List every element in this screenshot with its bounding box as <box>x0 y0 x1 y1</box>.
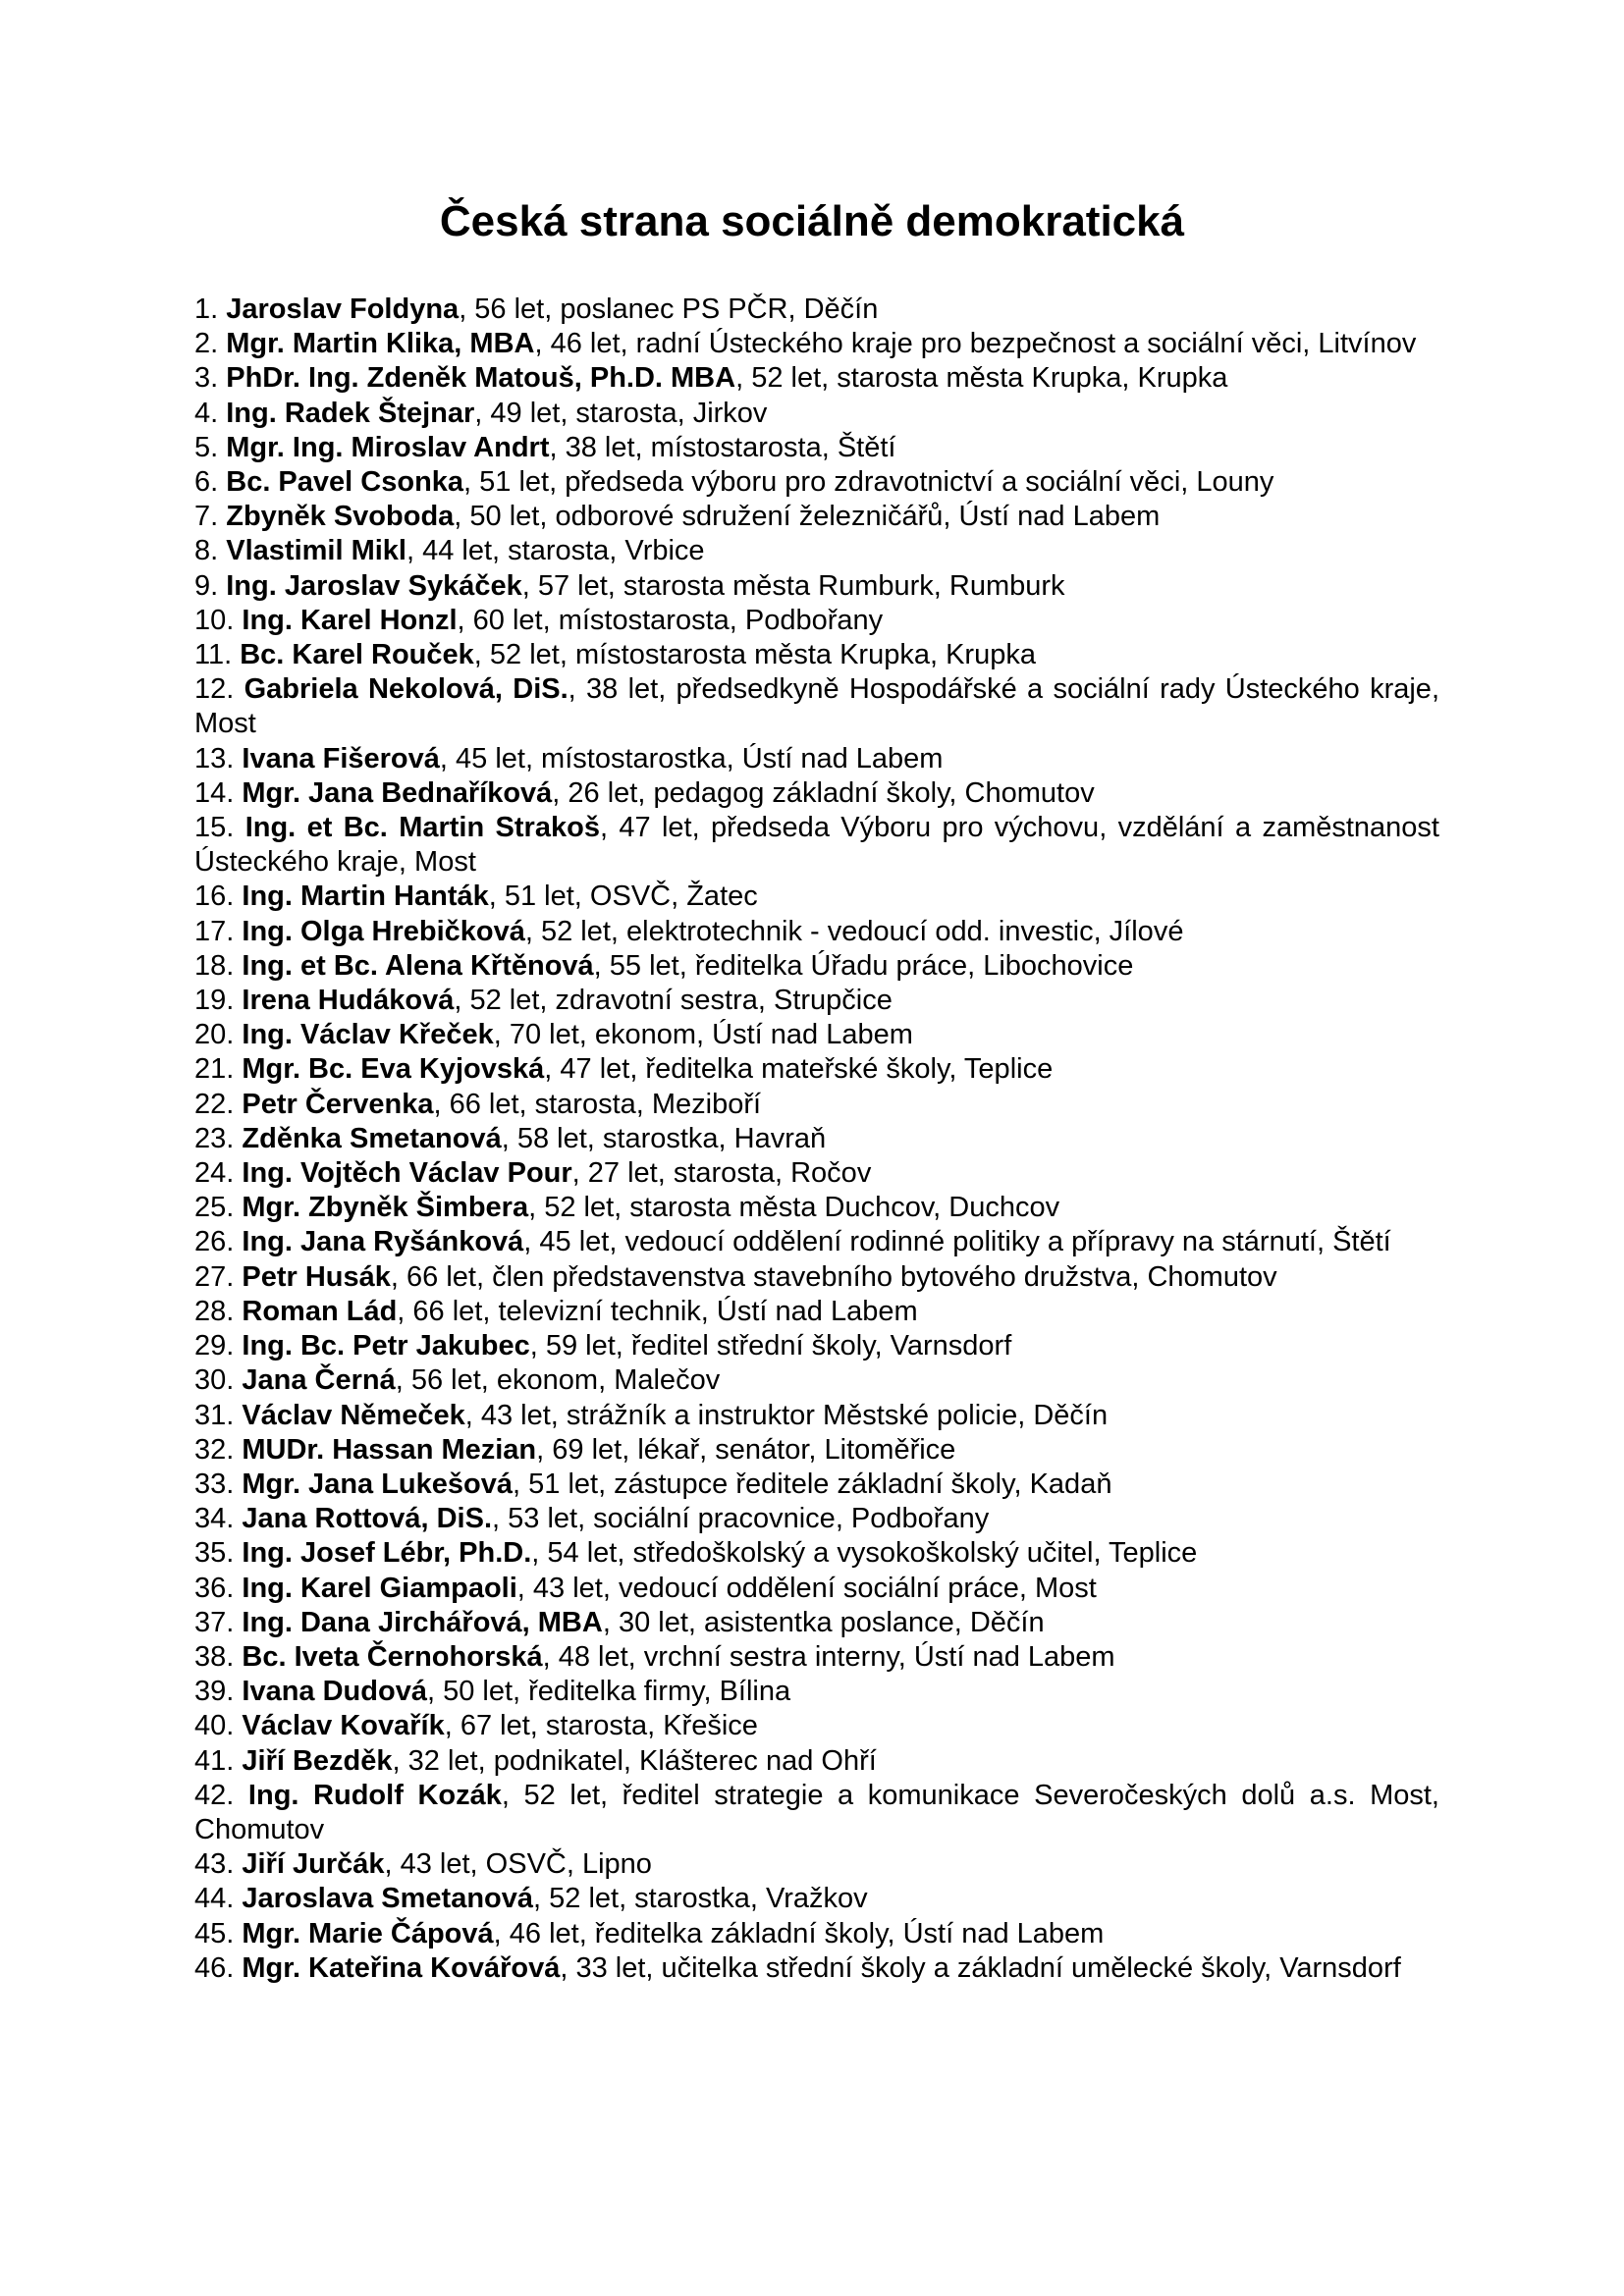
list-item <box>194 1122 1439 1156</box>
candidate-name: Ing. et Bc. Alena Křtěnová <box>242 949 594 982</box>
candidate-details: , 52 let, elektrotechnik - vedoucí odd. investic, Jílové <box>524 915 1184 947</box>
list-item <box>194 1088 1439 1122</box>
candidate-details: , 47 let, ředitelka mateřské školy, Teplice <box>544 1053 1054 1086</box>
candidate-details: , 52 let, starosta města Krupka, Krupka <box>735 362 1228 395</box>
candidate-details: , 43 let, vedoucí oddělení sociální práce, Most <box>516 1572 1097 1604</box>
candidate-name: Ing. Vojtěch Václav Pour <box>242 1157 572 1190</box>
candidate-number: 7. <box>194 501 219 533</box>
candidate-details: , 51 let, zástupce ředitele základní školy, Kadaň <box>513 1468 1112 1500</box>
candidate-details: , 52 let, starosta města Duchcov, Duchcov <box>528 1192 1060 1224</box>
candidate-name: Ing. Josef Lébr, Ph.D. <box>242 1537 532 1570</box>
list-item <box>194 1295 1439 1329</box>
candidate-list <box>194 293 1439 1986</box>
candidate-name: Ing. et Bc. Martin Strakoš <box>244 812 600 844</box>
candidate-number: 3. <box>194 362 219 395</box>
candidate-name: Vlastimil Mikl <box>226 535 406 567</box>
candidate-number: 6. <box>194 466 219 499</box>
candidate-details: , 52 let, starostka, Vražkov <box>533 1883 868 1915</box>
candidate-number: 11. <box>194 639 233 671</box>
candidate-name: Ivana Dudová <box>242 1676 427 1708</box>
candidate-details: , 48 let, vrchní sestra interny, Ústí nad Labem <box>542 1640 1115 1673</box>
candidate-name: Jiří Jurčák <box>242 1848 385 1881</box>
list-item <box>194 361 1439 396</box>
candidate-number: 22. <box>194 1088 235 1120</box>
candidate-number: 40. <box>194 1710 235 1742</box>
candidate-number: 21. <box>194 1053 235 1086</box>
candidate-details: , 54 let, středoškolský a vysokoškolský učitel, Teplice <box>531 1537 1198 1570</box>
candidate-details: , 52 let, ředitel strategie a komunikace Severočeských dolů a.s. Most, Chomutov <box>194 1779 1439 1845</box>
candidate-details: , 60 let, místostarosta, Podbořany <box>457 604 884 636</box>
candidate-number: 32. <box>194 1433 235 1466</box>
candidate-details: , 50 let, odborové sdružení železničářů, Ústí nad Labem <box>454 501 1161 533</box>
list-item <box>194 1675 1439 1709</box>
candidate-details: , 50 let, ředitelka firmy, Bílina <box>426 1676 791 1708</box>
candidate-number: 34. <box>194 1503 235 1535</box>
candidate-name: Roman Lád <box>242 1295 398 1327</box>
list-item <box>194 1744 1439 1779</box>
candidate-number: 15. <box>194 812 235 844</box>
candidate-name: Mgr. Martin Klika, MBA <box>226 328 535 360</box>
list-item <box>194 1536 1439 1571</box>
candidate-details: , 55 let, ředitelka Úřadu práce, Libochovice <box>593 949 1134 982</box>
candidate-name: Ing. Karel Honzl <box>242 604 458 636</box>
list-item <box>194 431 1439 465</box>
list-item <box>194 1502 1439 1536</box>
candidate-name: Ing. Jaroslav Sykáček <box>226 569 522 602</box>
candidate-number: 20. <box>194 1019 235 1051</box>
list-item <box>194 1882 1439 1916</box>
candidate-details: , 57 let, starosta města Rumburk, Rumburk <box>521 569 1065 602</box>
candidate-number: 36. <box>194 1572 235 1604</box>
candidate-details: , 58 let, starostka, Havraň <box>501 1122 827 1154</box>
candidate-number: 4. <box>194 397 219 429</box>
candidate-name: Zděnka Smetanová <box>242 1122 502 1154</box>
list-item <box>194 1572 1439 1606</box>
candidate-details: , 70 let, ekonom, Ústí nad Labem <box>493 1019 913 1051</box>
candidate-details: , 26 let, pedagog základní školy, Chomutov <box>552 776 1095 809</box>
candidate-number: 38. <box>194 1640 235 1673</box>
candidate-number: 35. <box>194 1537 235 1570</box>
candidate-number: 14. <box>194 776 235 809</box>
list-item <box>194 1399 1439 1433</box>
candidate-name: Mgr. Jana Bednaříková <box>242 776 553 809</box>
candidate-number: 46. <box>194 1951 235 1984</box>
list-item <box>194 1951 1439 1986</box>
candidate-name: Ing. Bc. Petr Jakubec <box>242 1330 530 1362</box>
list-item <box>194 604 1439 638</box>
candidate-number: 27. <box>194 1260 235 1293</box>
list-item <box>194 534 1439 568</box>
candidate-details: , 56 let, poslanec PS PČR, Děčín <box>459 294 879 325</box>
list-item <box>194 1329 1439 1363</box>
candidate-details: , 69 let, lékař, senátor, Litoměřice <box>536 1433 956 1466</box>
candidate-details: , 44 let, starosta, Vrbice <box>406 535 705 567</box>
candidate-details: , 32 let, podnikatel, Klášterec nad Ohří <box>392 1744 877 1777</box>
candidate-number: 25. <box>194 1192 235 1224</box>
candidate-number: 10. <box>194 604 235 636</box>
list-item <box>194 915 1439 949</box>
candidate-name: Bc. Pavel Csonka <box>226 466 464 499</box>
candidate-name: Zbyněk Svoboda <box>226 501 455 533</box>
candidate-name: Jana Rottová, DiS. <box>242 1503 493 1535</box>
candidate-number: 45. <box>194 1917 235 1949</box>
candidate-number: 24. <box>194 1157 235 1190</box>
candidate-details: , 59 let, ředitel střední školy, Varnsdorf <box>529 1330 1012 1362</box>
candidate-details: , 33 let, učitelka střední školy a základní umělecké školy, Varnsdorf <box>560 1951 1401 1984</box>
list-item <box>194 327 1439 361</box>
list-item <box>194 1433 1439 1468</box>
candidate-number: 2. <box>194 328 219 360</box>
candidate-name: Ing. Jana Ryšánková <box>242 1226 524 1258</box>
page-title: Česká strana sociálně demokratická <box>439 197 1185 245</box>
candidate-number: 26. <box>194 1226 235 1258</box>
list-item <box>194 1468 1439 1502</box>
list-item <box>194 1847 1439 1882</box>
candidate-details: , 66 let, televizní technik, Ústí nad Labem <box>397 1295 918 1327</box>
candidate-name: Mgr. Ing. Miroslav Andrt <box>226 431 550 463</box>
list-item <box>194 1260 1439 1295</box>
candidate-number: 23. <box>194 1122 235 1154</box>
list-item <box>194 880 1439 914</box>
candidate-name: Ing. Václav Křeček <box>242 1019 494 1051</box>
candidate-number: 18. <box>194 949 235 982</box>
candidate-number: 5. <box>194 431 219 463</box>
candidate-name: Jiří Bezděk <box>242 1744 393 1777</box>
candidate-number: 1. <box>194 294 219 325</box>
candidate-number: 33. <box>194 1468 235 1500</box>
candidate-name: Ing. Dana Jirchářová, MBA <box>242 1606 603 1638</box>
list-item <box>194 1052 1439 1087</box>
list-item <box>194 1191 1439 1225</box>
candidate-name: Václav Němeček <box>242 1399 465 1431</box>
candidate-details: , 67 let, starosta, Křešice <box>444 1710 758 1742</box>
list-item <box>194 500 1439 534</box>
candidate-number: 29. <box>194 1330 235 1362</box>
candidate-details: , 45 let, vedoucí oddělení rodinné politiky a přípravy na stárnutí, Štětí <box>523 1226 1391 1258</box>
candidate-number: 28. <box>194 1295 235 1327</box>
candidate-details: , 51 let, předseda výboru pro zdravotnictví a sociální věci, Louny <box>463 466 1274 499</box>
candidate-number: 13. <box>194 742 235 774</box>
candidate-name: Jana Černá <box>242 1364 396 1397</box>
candidate-details: , 43 let, OSVČ, Lipno <box>384 1848 652 1881</box>
candidate-number: 43. <box>194 1848 235 1881</box>
candidate-details: , 66 let, člen představenstva stavebního bytového družstva, Chomutov <box>390 1260 1277 1293</box>
candidate-number: 19. <box>194 985 235 1017</box>
candidate-name: Irena Hudáková <box>242 985 455 1017</box>
candidate-number: 16. <box>194 881 235 913</box>
candidate-name: MUDr. Hassan Mezian <box>242 1433 537 1466</box>
candidate-number: 9. <box>194 569 219 602</box>
candidate-name: Jaroslav Foldyna <box>226 294 460 325</box>
candidate-number: 8. <box>194 535 219 567</box>
list-item <box>194 984 1439 1018</box>
list-item <box>194 465 1439 500</box>
list-item <box>194 742 1439 776</box>
candidate-details: , 43 let, strážník a instruktor Městské policie, Děčín <box>464 1399 1109 1431</box>
list-item <box>194 1917 1439 1951</box>
candidate-number: 37. <box>194 1606 235 1638</box>
candidate-number: 17. <box>194 915 235 947</box>
candidate-name: PhDr. Ing. Zdeněk Matouš, Ph.D. MBA <box>226 362 736 395</box>
candidate-details: , 47 let, předseda Výboru pro výchovu, vzdělání a zaměstnanost Ústeckého kraje, Most <box>194 812 1439 879</box>
candidate-name: Jaroslava Smetanová <box>242 1883 534 1915</box>
candidate-name: Ing. Rudolf Kozák <box>247 1779 502 1811</box>
list-item <box>194 1225 1439 1259</box>
list-item <box>194 672 1439 741</box>
list-item <box>194 1709 1439 1743</box>
candidate-name: Petr Husák <box>242 1260 391 1293</box>
list-item <box>194 293 1439 327</box>
candidate-name: Mgr. Bc. Eva Kyjovská <box>242 1053 545 1086</box>
list-item <box>194 776 1439 811</box>
candidate-details: , 27 let, starosta, Ročov <box>571 1157 872 1190</box>
list-item <box>194 569 1439 604</box>
candidate-name: Václav Kovařík <box>242 1710 445 1742</box>
list-item <box>194 1640 1439 1675</box>
candidate-name: Ing. Radek Štejnar <box>226 397 475 429</box>
candidate-name: Mgr. Jana Lukešová <box>242 1468 514 1500</box>
list-item <box>194 1363 1439 1398</box>
candidate-details: , 51 let, OSVČ, Žatec <box>488 881 758 913</box>
candidate-name: Ivana Fišerová <box>242 742 440 774</box>
candidate-details: , 49 let, starosta, Jirkov <box>474 397 768 429</box>
candidate-number: 41. <box>194 1744 235 1777</box>
candidate-name: Ing. Olga Hrebičková <box>242 915 525 947</box>
candidate-name: Gabriela Nekolová, DiS. <box>244 673 568 706</box>
candidate-details: , 46 let, ředitelka základní školy, Ústí nad Labem <box>493 1917 1105 1949</box>
candidate-details: , 56 let, ekonom, Malečov <box>395 1364 721 1397</box>
candidate-name: Mgr. Kateřina Kovářová <box>242 1951 561 1984</box>
candidate-number: 39. <box>194 1676 235 1708</box>
candidate-details: , 30 let, asistentka poslance, Děčín <box>602 1606 1045 1638</box>
candidate-details: , 38 let, předsedkyně Hospodářské a sociální rady Ústeckého kraje, Most <box>194 673 1439 740</box>
list-item <box>194 811 1439 880</box>
list-item <box>194 1156 1439 1191</box>
candidate-details: , 38 let, místostarosta, Štětí <box>549 431 896 463</box>
candidate-details: , 53 let, sociální pracovnice, Podbořany <box>492 1503 990 1535</box>
candidate-name: Petr Červenka <box>242 1088 434 1120</box>
candidate-details: , 66 let, starosta, Meziboří <box>433 1088 762 1120</box>
list-item <box>194 1779 1439 1847</box>
candidate-name: Mgr. Marie Čápová <box>242 1917 494 1949</box>
candidate-name: Ing. Karel Giampaoli <box>242 1572 517 1604</box>
candidate-number: 42. <box>194 1779 235 1811</box>
list-item <box>194 397 1439 431</box>
candidate-number: 30. <box>194 1364 235 1397</box>
candidate-number: 44. <box>194 1883 235 1915</box>
candidate-number: 12. <box>194 673 235 706</box>
candidate-details: , 52 let, místostarosta města Krupka, Krupka <box>473 639 1036 671</box>
candidate-details: , 45 let, místostarostka, Ústí nad Labem <box>439 742 944 774</box>
list-item <box>194 1606 1439 1640</box>
candidate-name: Mgr. Zbyněk Šimbera <box>242 1192 529 1224</box>
list-item <box>194 638 1439 672</box>
candidate-name: Ing. Martin Hanták <box>242 881 489 913</box>
candidate-name: Bc. Iveta Černohorská <box>242 1640 543 1673</box>
list-item <box>194 949 1439 984</box>
candidate-name: Bc. Karel Rouček <box>240 639 474 671</box>
candidate-details: , 52 let, zdravotní sestra, Strupčice <box>454 985 893 1017</box>
candidate-details: , 46 let, radní Ústeckého kraje pro bezpečnost a sociální věci, Litvínov <box>534 328 1417 360</box>
list-item <box>194 1018 1439 1052</box>
candidate-number: 31. <box>194 1399 235 1431</box>
